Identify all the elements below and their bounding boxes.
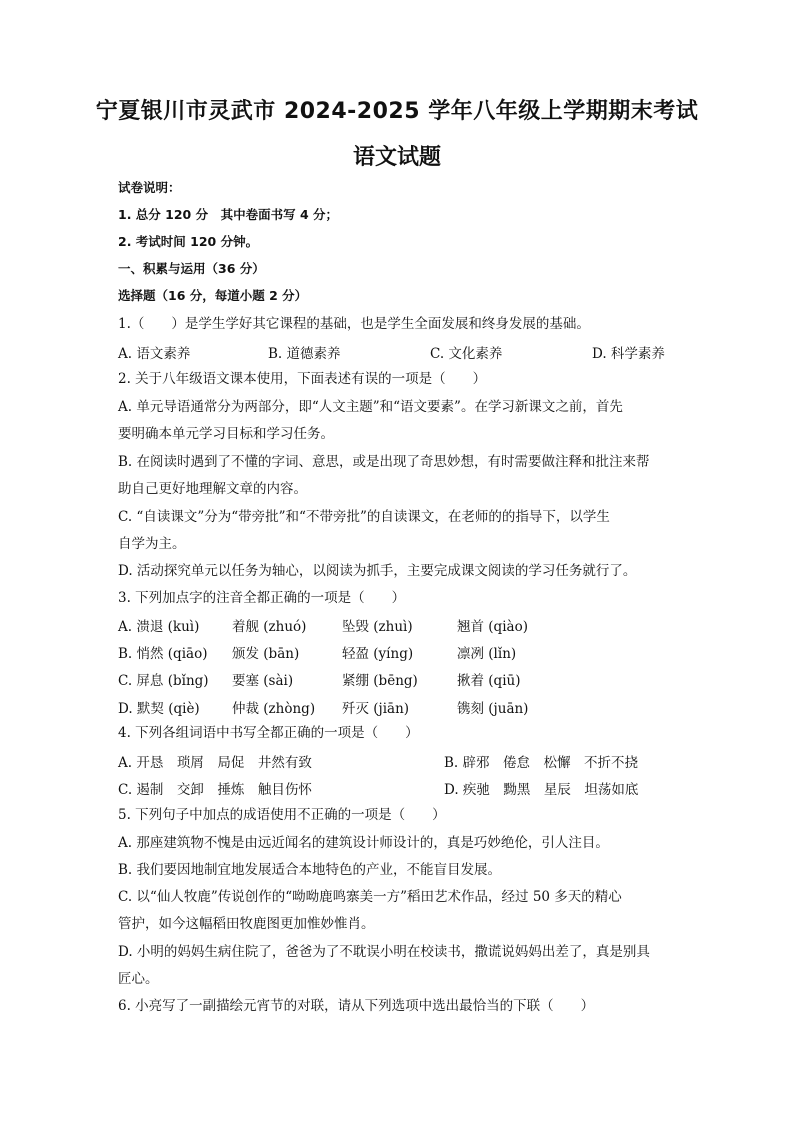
- q4-stem: 4. 下列各组词语中书写全都正确的一项是（ ）: [118, 725, 419, 741]
- q4-option-d: D. 疾驰 黝黑 星辰 坦荡如底: [444, 782, 639, 798]
- q3-row-c-3: 紧绷 (bēng): [342, 673, 418, 689]
- q3-row-b-3: 轻盈 (yíng): [342, 646, 414, 662]
- q5-option-a: A. 那座建筑物不愧是由远近闻名的建筑设计师设计的，真是巧妙绝伦，引人注目。: [118, 835, 609, 851]
- q3-row-b-2: 颁发 (bān): [232, 646, 300, 662]
- instruction-item-2: 2. 考试时间 120 分钟。: [118, 234, 259, 249]
- q3-row-d-3: 歼灭 (jiān): [342, 701, 410, 717]
- instructions-heading: 试卷说明：: [118, 180, 181, 195]
- exam-subtitle: 语文试题: [352, 145, 441, 170]
- q2-option-d: D. 活动探究单元以任务为轴心，以阅读为抓手，主要完成课文阅读的学习任务就行了。: [118, 563, 637, 579]
- q6-stem: 6. 小亮写了一副描绘元宵节的对联，请从下列选项中选出最恰当的下联（ ）: [118, 998, 595, 1014]
- q1-stem: 1.（ ）是学生学好其它课程的基础，也是学生全面发展和终身发展的基础。: [118, 316, 590, 332]
- q2-option-b-line1: B. 在阅读时遇到了不懂的字词、意思，或是出现了奇思妙想，有时需要做注释和批注来帮: [118, 454, 650, 470]
- q3-row-c-2: 要塞 (sài): [232, 673, 294, 689]
- q1-option-b: B. 道德素养: [268, 346, 341, 362]
- q5-option-c-line2: 管护，如今这幅稻田牧鹿图更加惟妙惟肖。: [118, 916, 375, 932]
- q4-option-b: B. 辟邪 倦怠 松懈 不折不挠: [444, 755, 639, 771]
- q3-stem: 3. 下列加点字的注音全都正确的一项是（ ）: [118, 590, 406, 606]
- section-subheading: 选择题（16 分，每道小题 2 分）: [118, 288, 308, 303]
- instruction-item-1: 1. 总分 120 分 其中卷面书写 4 分；: [118, 207, 338, 222]
- q2-option-a-line1: A. 单元导语通常分为两部分，即“人文主题”和“语文要素”。在学习新课文之前，首先: [118, 399, 623, 415]
- q4-option-c: C. 遏制 交卸 捶炼 触目伤怀: [118, 782, 312, 798]
- q3-row-a-1: A. 溃退 (kuì): [118, 619, 200, 635]
- q5-stem: 5. 下列句子中加点的成语使用不正确的一项是（ ）: [118, 807, 446, 823]
- q2-option-b-line2: 助自己更好地理解文章的内容。: [118, 481, 307, 497]
- exam-title: 宁夏银川市灵武市 2024-2025 学年八年级上学期期末考试: [95, 99, 699, 124]
- q2-option-a-line2: 要明确本单元学习目标和学习任务。: [118, 426, 334, 442]
- q2-stem: 2. 关于八年级语文课本使用，下面表述有误的一项是（ ）: [118, 371, 487, 387]
- q3-row-c-4: 揪着 (qiū): [457, 673, 521, 689]
- q3-row-c-1: C. 屏息 (bǐng): [118, 673, 209, 689]
- q5-option-c-line1: C. 以“仙人牧鹿”传说创作的“呦呦鹿鸣寨美一方”稻田艺术作品，经过 50 多天的精心: [118, 889, 622, 905]
- q5-option-d-line2: 匠心。: [118, 971, 159, 987]
- q3-row-a-3: 坠毁 (zhuì): [342, 619, 413, 635]
- section-heading: 一、积累与运用（36 分）: [118, 261, 265, 276]
- q1-option-c: C. 文化素养: [430, 346, 503, 362]
- q3-row-b-4: 凛冽 (lǐn): [457, 646, 517, 662]
- q5-option-d-line1: D. 小明的妈妈生病住院了，爸爸为了不耽误小明在校读书，撒谎说妈妈出差了，真是别具: [118, 944, 650, 960]
- q2-option-c-line1: C. “自读课文”分为“带旁批”和“不带旁批”的自读课文，在老师的的指导下，以学生: [118, 509, 610, 525]
- q3-row-b-1: B. 悄然 (qiāo): [118, 646, 208, 662]
- q5-option-b: B. 我们要因地制宜地发展适合本地特色的产业，不能盲目发展。: [118, 862, 502, 878]
- q3-row-d-4: 镌刻 (juān): [457, 701, 529, 717]
- q1-option-d: D. 科学素养: [592, 346, 665, 362]
- q4-option-a: A. 开恳 琐屑 局促 井然有致: [118, 755, 312, 771]
- q3-row-a-2: 着舰 (zhuó): [232, 619, 307, 635]
- q2-option-c-line2: 自学为主。: [118, 536, 186, 552]
- q1-option-a: A. 语文素养: [118, 346, 191, 362]
- q3-row-a-4: 翘首 (qiào): [457, 619, 528, 635]
- q3-row-d-1: D. 默契 (qiè): [118, 701, 200, 717]
- q3-row-d-2: 仲裁 (zhòng): [232, 701, 316, 717]
